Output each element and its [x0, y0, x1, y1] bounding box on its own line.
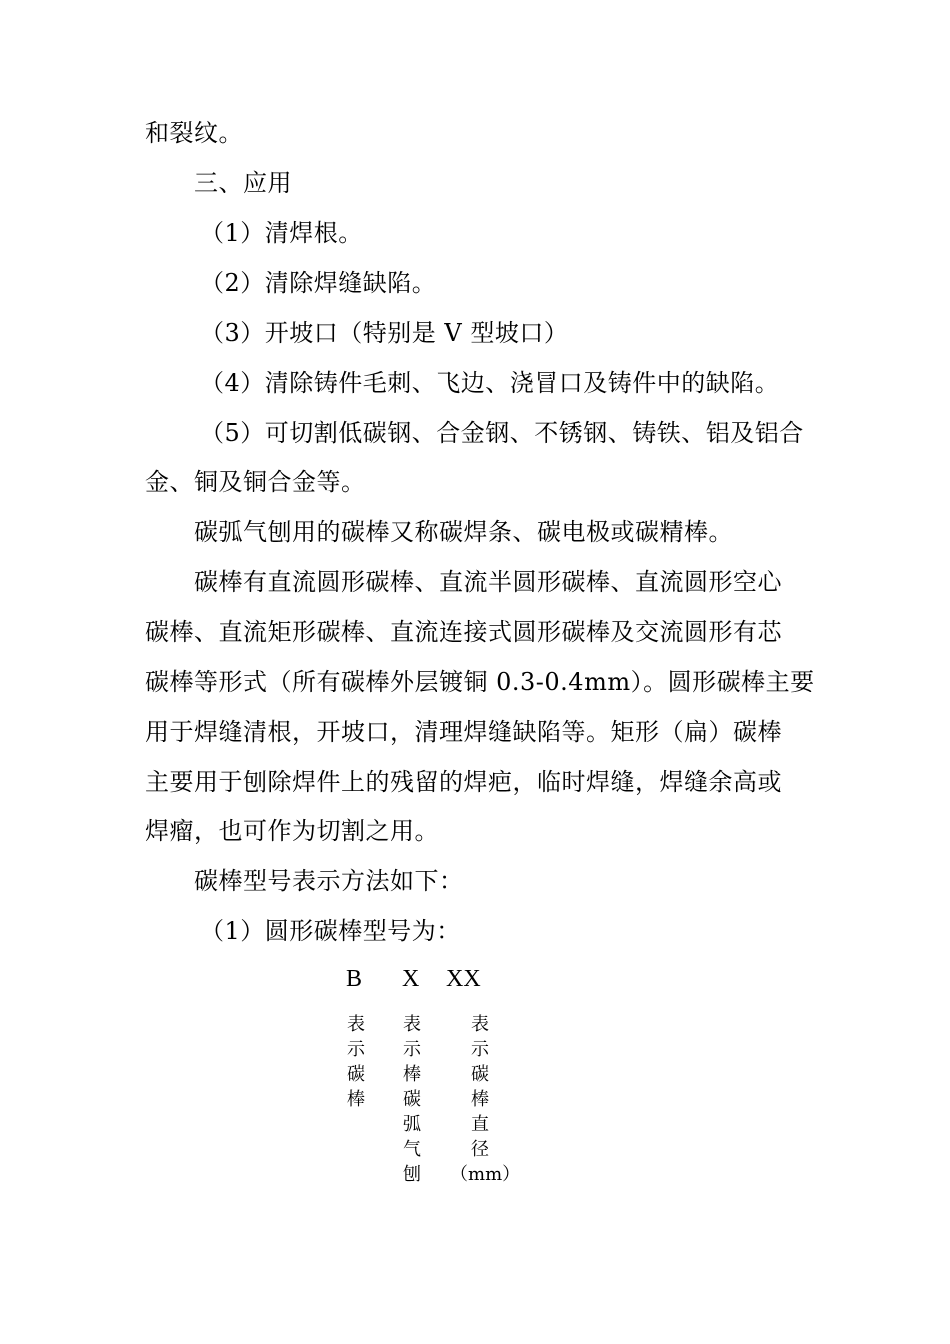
- list-item: （5）可切割低碳钢、合金钢、不锈钢、铸铁、铝及铝合: [200, 419, 804, 447]
- list-item: （3）开坡口（特别是 V 型坡口）: [200, 319, 569, 347]
- code-desc-column-x: [382, 1012, 442, 1187]
- desc-char: （mm）: [450, 1164, 521, 1185]
- paragraph-line: 主要用于刨除焊件上的残留的焊疤，临时焊缝，焊缝余高或: [145, 768, 782, 796]
- desc-char: 棒: [347, 1089, 365, 1110]
- paragraph-line: 和裂纹。: [145, 119, 243, 147]
- paragraph-line: 用于焊缝清根，开坡口，清理焊缝缺陷等。矩形（扁）碳棒: [145, 718, 782, 746]
- desc-char: 示: [347, 1039, 365, 1060]
- paragraph-line: 碳棒等形式（所有碳棒外层镀铜 0.3-0.4mm）。圆形碳棒主要: [145, 668, 815, 696]
- desc-char: 示: [403, 1039, 421, 1060]
- desc-char: 棒: [403, 1064, 421, 1085]
- paragraph-line: 碳棒、直流矩形碳棒、直流连接式圆形碳棒及交流圆形有芯: [145, 618, 782, 646]
- code-part-xx: XX: [446, 966, 481, 992]
- paragraph-line: 碳弧气刨用的碳棒又称碳焊条、碳电极或碳精棒。: [194, 518, 733, 546]
- desc-char: 碳: [471, 1064, 489, 1085]
- desc-char: 气: [403, 1139, 421, 1160]
- list-item: （1）圆形碳棒型号为：: [200, 917, 461, 945]
- desc-char: 直: [471, 1114, 489, 1135]
- desc-char: 表: [471, 1014, 489, 1035]
- code-part-b: B: [346, 966, 363, 992]
- list-item: （4）清除铸件毛刺、飞边、浇冒口及铸件中的缺陷。: [200, 369, 780, 397]
- list-item: （1）清焊根。: [200, 219, 363, 247]
- desc-char: 示: [471, 1039, 489, 1060]
- desc-char: 刨: [403, 1164, 421, 1185]
- desc-char: 表: [347, 1014, 365, 1035]
- code-desc-column-b: [326, 1012, 386, 1112]
- desc-char: 弧: [403, 1114, 421, 1135]
- desc-char: 棒: [471, 1089, 489, 1110]
- paragraph-line: 碳棒型号表示方法如下：: [194, 867, 464, 895]
- desc-char: 碳: [347, 1064, 365, 1085]
- section-heading: 三、应用: [194, 169, 292, 197]
- code-desc-column-xx: [450, 1012, 521, 1187]
- list-item: （2）清除焊缝缺陷。: [200, 269, 437, 297]
- paragraph-line: 碳棒有直流圆形碳棒、直流半圆形碳棒、直流圆形空心: [194, 568, 782, 596]
- code-part-x: X: [402, 966, 420, 992]
- paragraph-line: 金、铜及铜合金等。: [145, 468, 366, 496]
- desc-char: 碳: [403, 1089, 421, 1110]
- desc-char: 径: [471, 1139, 489, 1160]
- desc-char: 表: [403, 1014, 421, 1035]
- paragraph-line: 焊瘤，也可作为切割之用。: [145, 817, 439, 845]
